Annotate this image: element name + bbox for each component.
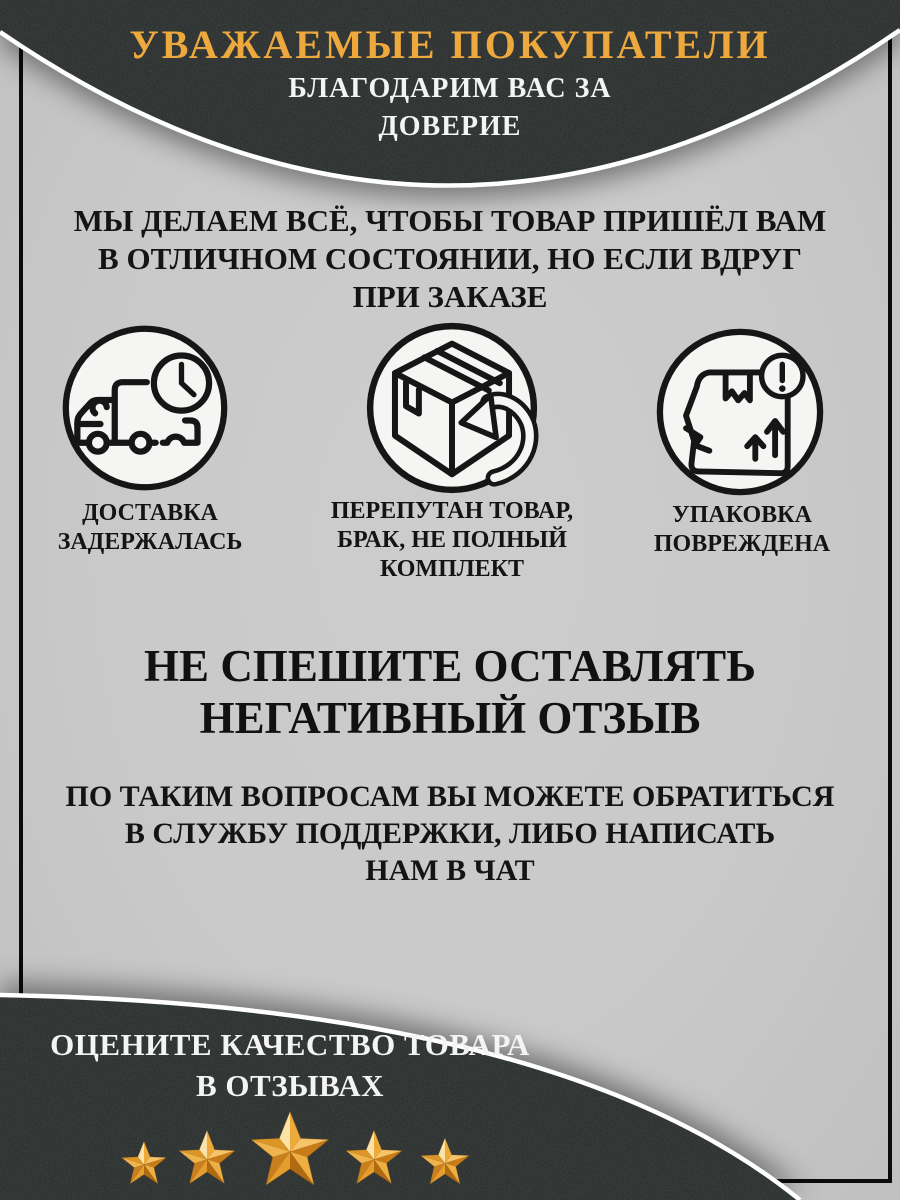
support-line1: ПО ТАКИМ ВОПРОСАМ ВЫ МОЖЕТЕ ОБРАТИТЬСЯ xyxy=(65,780,835,813)
star-icon xyxy=(178,1126,236,1189)
issue-label-wrong-item xyxy=(330,497,574,584)
header-subtitle-line2: ДОВЕРИЕ xyxy=(378,111,522,142)
support-line3: НАМ В ЧАТ xyxy=(365,854,535,887)
intro-line2: В ОТЛИЧНОМ СОСТОЯНИИ, НО ЕСЛИ ВДРУГ xyxy=(98,241,802,276)
issue-label-line: ДОСТАВКА xyxy=(82,500,218,526)
footer-line2: В ОТЗЫВАХ xyxy=(195,1068,385,1103)
warning-line2: НЕГАТИВНЫЙ ОТЗЫВ xyxy=(199,693,701,743)
warning-line1: НЕ СПЕШИТЕ ОСТАВЛЯТЬ xyxy=(144,641,756,691)
warning-heading xyxy=(0,640,900,744)
issue-label-line: ПЕРЕПУТАН ТОВАР, xyxy=(330,498,574,524)
header-subtitle-line1: БЛАГОДАРИМ ВАС ЗА xyxy=(288,73,612,104)
issue-label-line: КОМПЛЕКТ xyxy=(379,556,525,582)
issue-label-line: ПОВРЕЖДЕНА xyxy=(653,531,831,557)
header-title: УВАЖАЕМЫЕ ПОКУПАТЕЛИ xyxy=(129,22,771,67)
support-line2: В СЛУЖБУ ПОДДЕРЖКИ, ЛИБО НАПИСАТЬ xyxy=(124,817,776,850)
star-icon xyxy=(420,1134,470,1189)
issue-label-line: УПАКОВКА xyxy=(672,502,812,528)
issue-label-line: ЗАДЕРЖАЛАСЬ xyxy=(57,529,243,555)
star-icon xyxy=(250,1105,330,1193)
support-paragraph xyxy=(0,778,900,889)
footer-text xyxy=(28,1024,552,1106)
intro-paragraph xyxy=(0,202,900,316)
issue-label-damaged-packaging xyxy=(628,501,856,559)
star-icon xyxy=(121,1138,167,1188)
footer-line1: ОЦЕНИТЕ КАЧЕСТВО ТОВАРА xyxy=(50,1027,530,1062)
intro-line1: МЫ ДЕЛАЕМ ВСЁ, ЧТОБЫ ТОВАР ПРИШЁЛ ВАМ xyxy=(73,203,827,238)
issue-label-delivery xyxy=(36,499,264,557)
delivery-truck-clock-icon xyxy=(56,319,234,497)
issue-label-line: БРАК, НЕ ПОЛНЫЙ xyxy=(337,527,567,553)
intro-line3: ПРИ ЗАКАЗЕ xyxy=(352,279,548,314)
box-return-arrow-icon xyxy=(360,316,544,500)
damaged-package-icon xyxy=(650,322,830,502)
header-subtitle xyxy=(0,70,900,146)
star-icon xyxy=(345,1126,403,1189)
